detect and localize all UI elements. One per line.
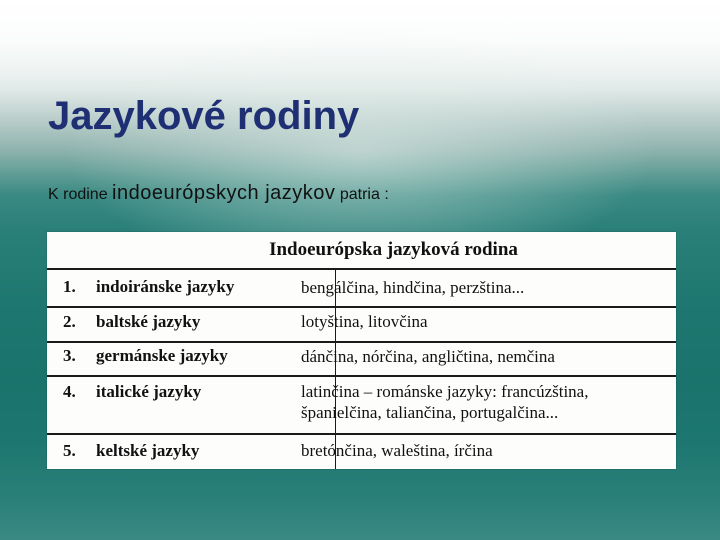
- row-family: indoiránske jazyky: [96, 277, 235, 296]
- table-row: [47, 377, 676, 432]
- table-row: [47, 343, 676, 375]
- subtitle-start: K rodine: [48, 186, 108, 203]
- row-languages: [301, 381, 588, 423]
- row-languages: bengálčina, hindčina, perzština...: [301, 278, 525, 297]
- row-number: 1.: [63, 277, 76, 296]
- subtitle-emphasis: indoeurópskych jazykov: [112, 182, 336, 204]
- row-number: 4.: [63, 382, 76, 401]
- row-number: 2.: [63, 312, 76, 331]
- row-languages: bretónčina, waleština, írčina: [301, 441, 493, 460]
- language-family-table: [47, 232, 676, 469]
- table-header-label: Indoeurópska jazyková rodina: [269, 239, 518, 260]
- row-languages: lotyština, litovčina: [301, 312, 428, 331]
- row-family: baltské jazyky: [96, 312, 201, 331]
- row-family: germánske jazyky: [96, 346, 228, 365]
- table-header: [47, 232, 676, 268]
- language-line: latinčina – románske jazyky: francúzština,: [301, 382, 589, 401]
- slide-title: Jazykové rodiny: [48, 94, 360, 138]
- row-number: 5.: [63, 441, 76, 460]
- table-row: [47, 308, 676, 340]
- table-row: [47, 270, 676, 306]
- slide-subtitle: [48, 182, 389, 205]
- row-family: italické jazyky: [96, 382, 202, 401]
- row-languages: dánčina, nórčina, angličtina, nemčina: [301, 347, 555, 366]
- subtitle-end: patria :: [339, 186, 389, 203]
- language-line: španielčina, taliančina, portugalčina...: [301, 403, 559, 422]
- row-number: 3.: [63, 346, 76, 365]
- row-family: keltské jazyky: [96, 441, 200, 460]
- table-row: [47, 435, 676, 469]
